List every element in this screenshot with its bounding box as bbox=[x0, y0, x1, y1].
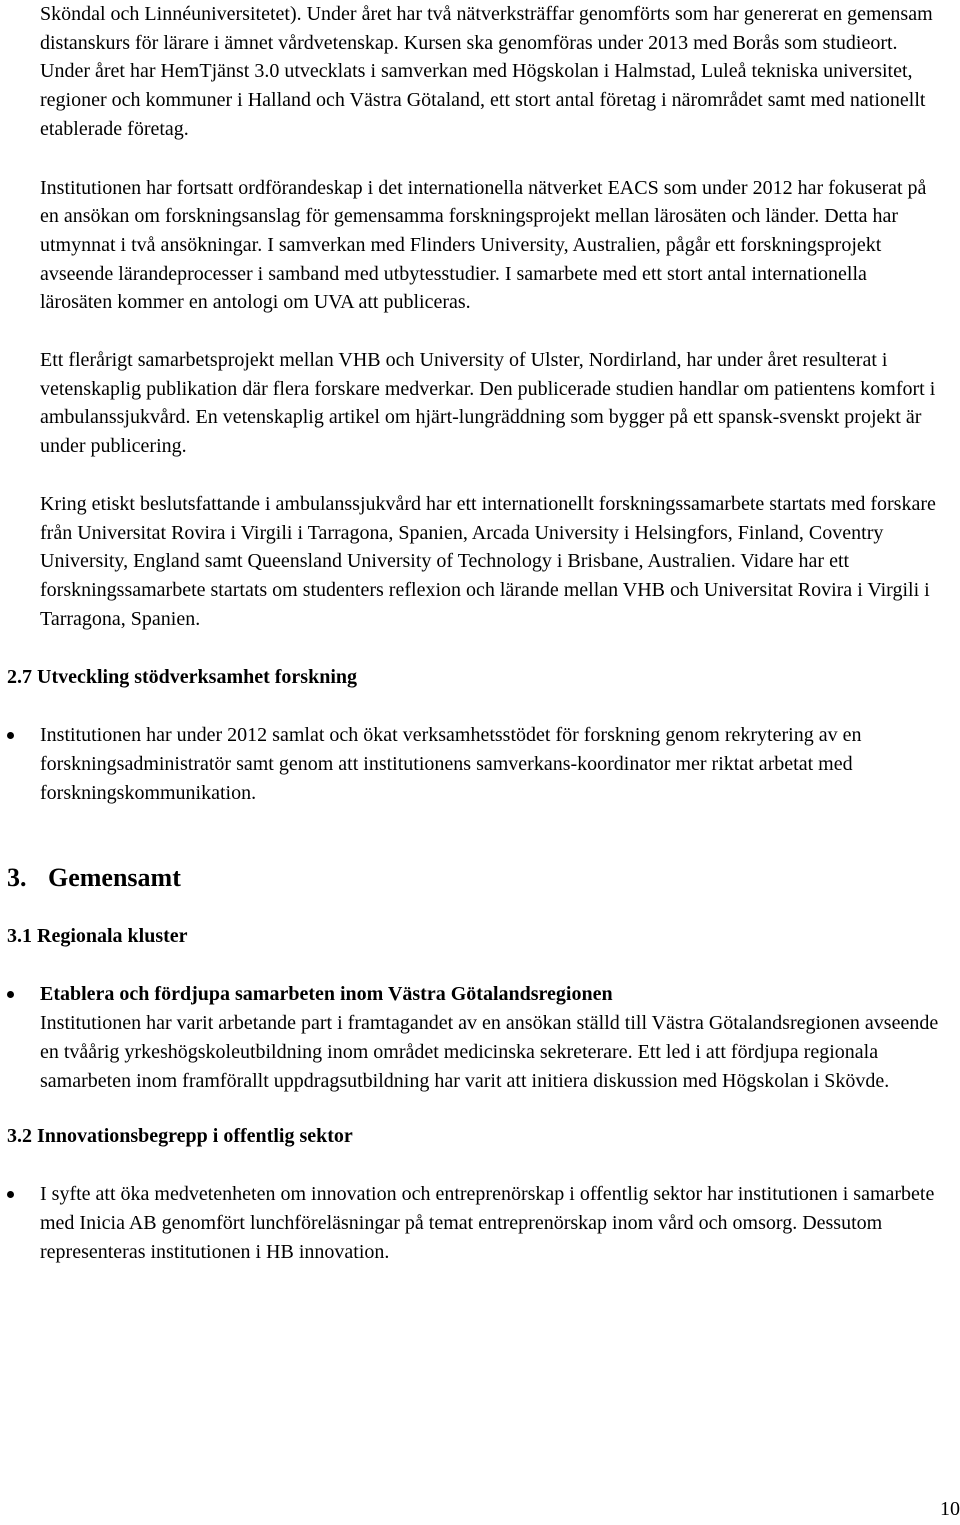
bullet-text: Institutionen har varit arbetande part i framtagandet av en ansökan ställd till Västra Götalandsregionen avseende en tvåårig yrkeshögskoleutbildning inom området medicinska sekreterare. Ett led i att fördjupa regionala samarbeten inom framförallt uppdragsutbildning har varit att initiera diskussion med Högskolan i Skövde. bbox=[40, 1012, 939, 1092]
chapter-title: Gemensamt bbox=[48, 863, 181, 893]
bullet-item bbox=[40, 980, 940, 1095]
body-paragraph: Sköndal och Linnéuniversitetet). Under året har två nätverksträffar genomförts som har genererat en gemensam distanskurs för lärare i ämnet vårdvetenskap. Kursen ska genomföras under 2013 med Borås som studieort. Under året har HemTjänst 3.0 utvecklats i samverkan med Högskolan i Halmstad, Luleå tekniska universitet, regioner och kommuner i Halland och Västra Götaland, ett stort antal företag i närområdet samt med nationellt etablerade företag. bbox=[40, 3, 933, 140]
bullet-icon bbox=[7, 1191, 14, 1198]
body-paragraph: Institutionen har fortsatt ordförandeskap i det internationella nätverket EACS som under 2012 har fokuserat på en ansökan om forskningsanslag för gemensamma forskningsprojekt mellan lärosäten och länder. Detta har utmynnat i två ansökningar. I samverkan med Flinders University, Australien, pågår ett forskningsprojekt avseende lärandeprocesser i samband med utbytesstudier. I samarbete med ett stort antal internationella lärosäten kommer en antologi om UVA att publiceras. bbox=[40, 176, 927, 314]
document-page bbox=[7, 0, 940, 1266]
section-heading: 3.2 Innovationsbegrepp i offentlig sektor bbox=[7, 1125, 353, 1148]
body-paragraph: Ett flerårigt samarbetsprojekt mellan VHB och University of Ulster, Nordirland, har under året resulterat i vetenskaplig publikation där flera forskare medverkar. Den publicerade studien handlar om patientens komfort i ambulanssjukvård. En vetenskaplig artikel om hjärt-lungräddning som bygger på ett spansk-svenskt projekt är under publicering. bbox=[40, 349, 936, 458]
bullet-text: Institutionen har under 2012 samlat och ökat verksamhetsstödet för forskning genom rekrytering av en forskningsadministratör samt genom att institutionens samverkans-koordinator mer riktat arbetat med forskningskommunikation. bbox=[40, 724, 862, 804]
chapter-number: 3. bbox=[7, 863, 27, 893]
bullet-text: I syfte att öka medvetenheten om innovation och entreprenörskap i offentlig sektor har institutionen i samarbete med Inicia AB genomfört lunchföreläsningar på temat entreprenörskap inom vård och omsorg. Dessutom representeras institutionen i HB innovation. bbox=[40, 1183, 935, 1263]
bullet-title: Etablera och fördjupa samarbeten inom Västra Götalandsregionen bbox=[40, 983, 613, 1006]
bullet-icon bbox=[7, 732, 14, 739]
section-heading: 3.1 Regionala kluster bbox=[7, 925, 188, 948]
chapter-heading bbox=[7, 862, 907, 894]
body-paragraph: Kring etiskt beslutsfattande i ambulanssjukvård har ett internationellt forskningssamarbete startats med forskare från Universitat Rovira i Virgili i Tarragona, Spanien, Arcada University i Helsingfors, Finland, Coventry University, England samt Queensland University of Technology i Brisbane, Australien. Vidare har ett forskningssamarbete startats om studenters reflexion och lärande mellan VHB och Universitat Rovira i Virgili i Tarragona, Spanien. bbox=[40, 492, 936, 630]
bullet-item bbox=[40, 1180, 940, 1266]
bullet-icon bbox=[7, 991, 14, 998]
section-heading: 2.7 Utveckling stödverksamhet forskning bbox=[7, 666, 358, 689]
page-number: 10 bbox=[940, 1498, 960, 1520]
bullet-item bbox=[40, 721, 940, 807]
